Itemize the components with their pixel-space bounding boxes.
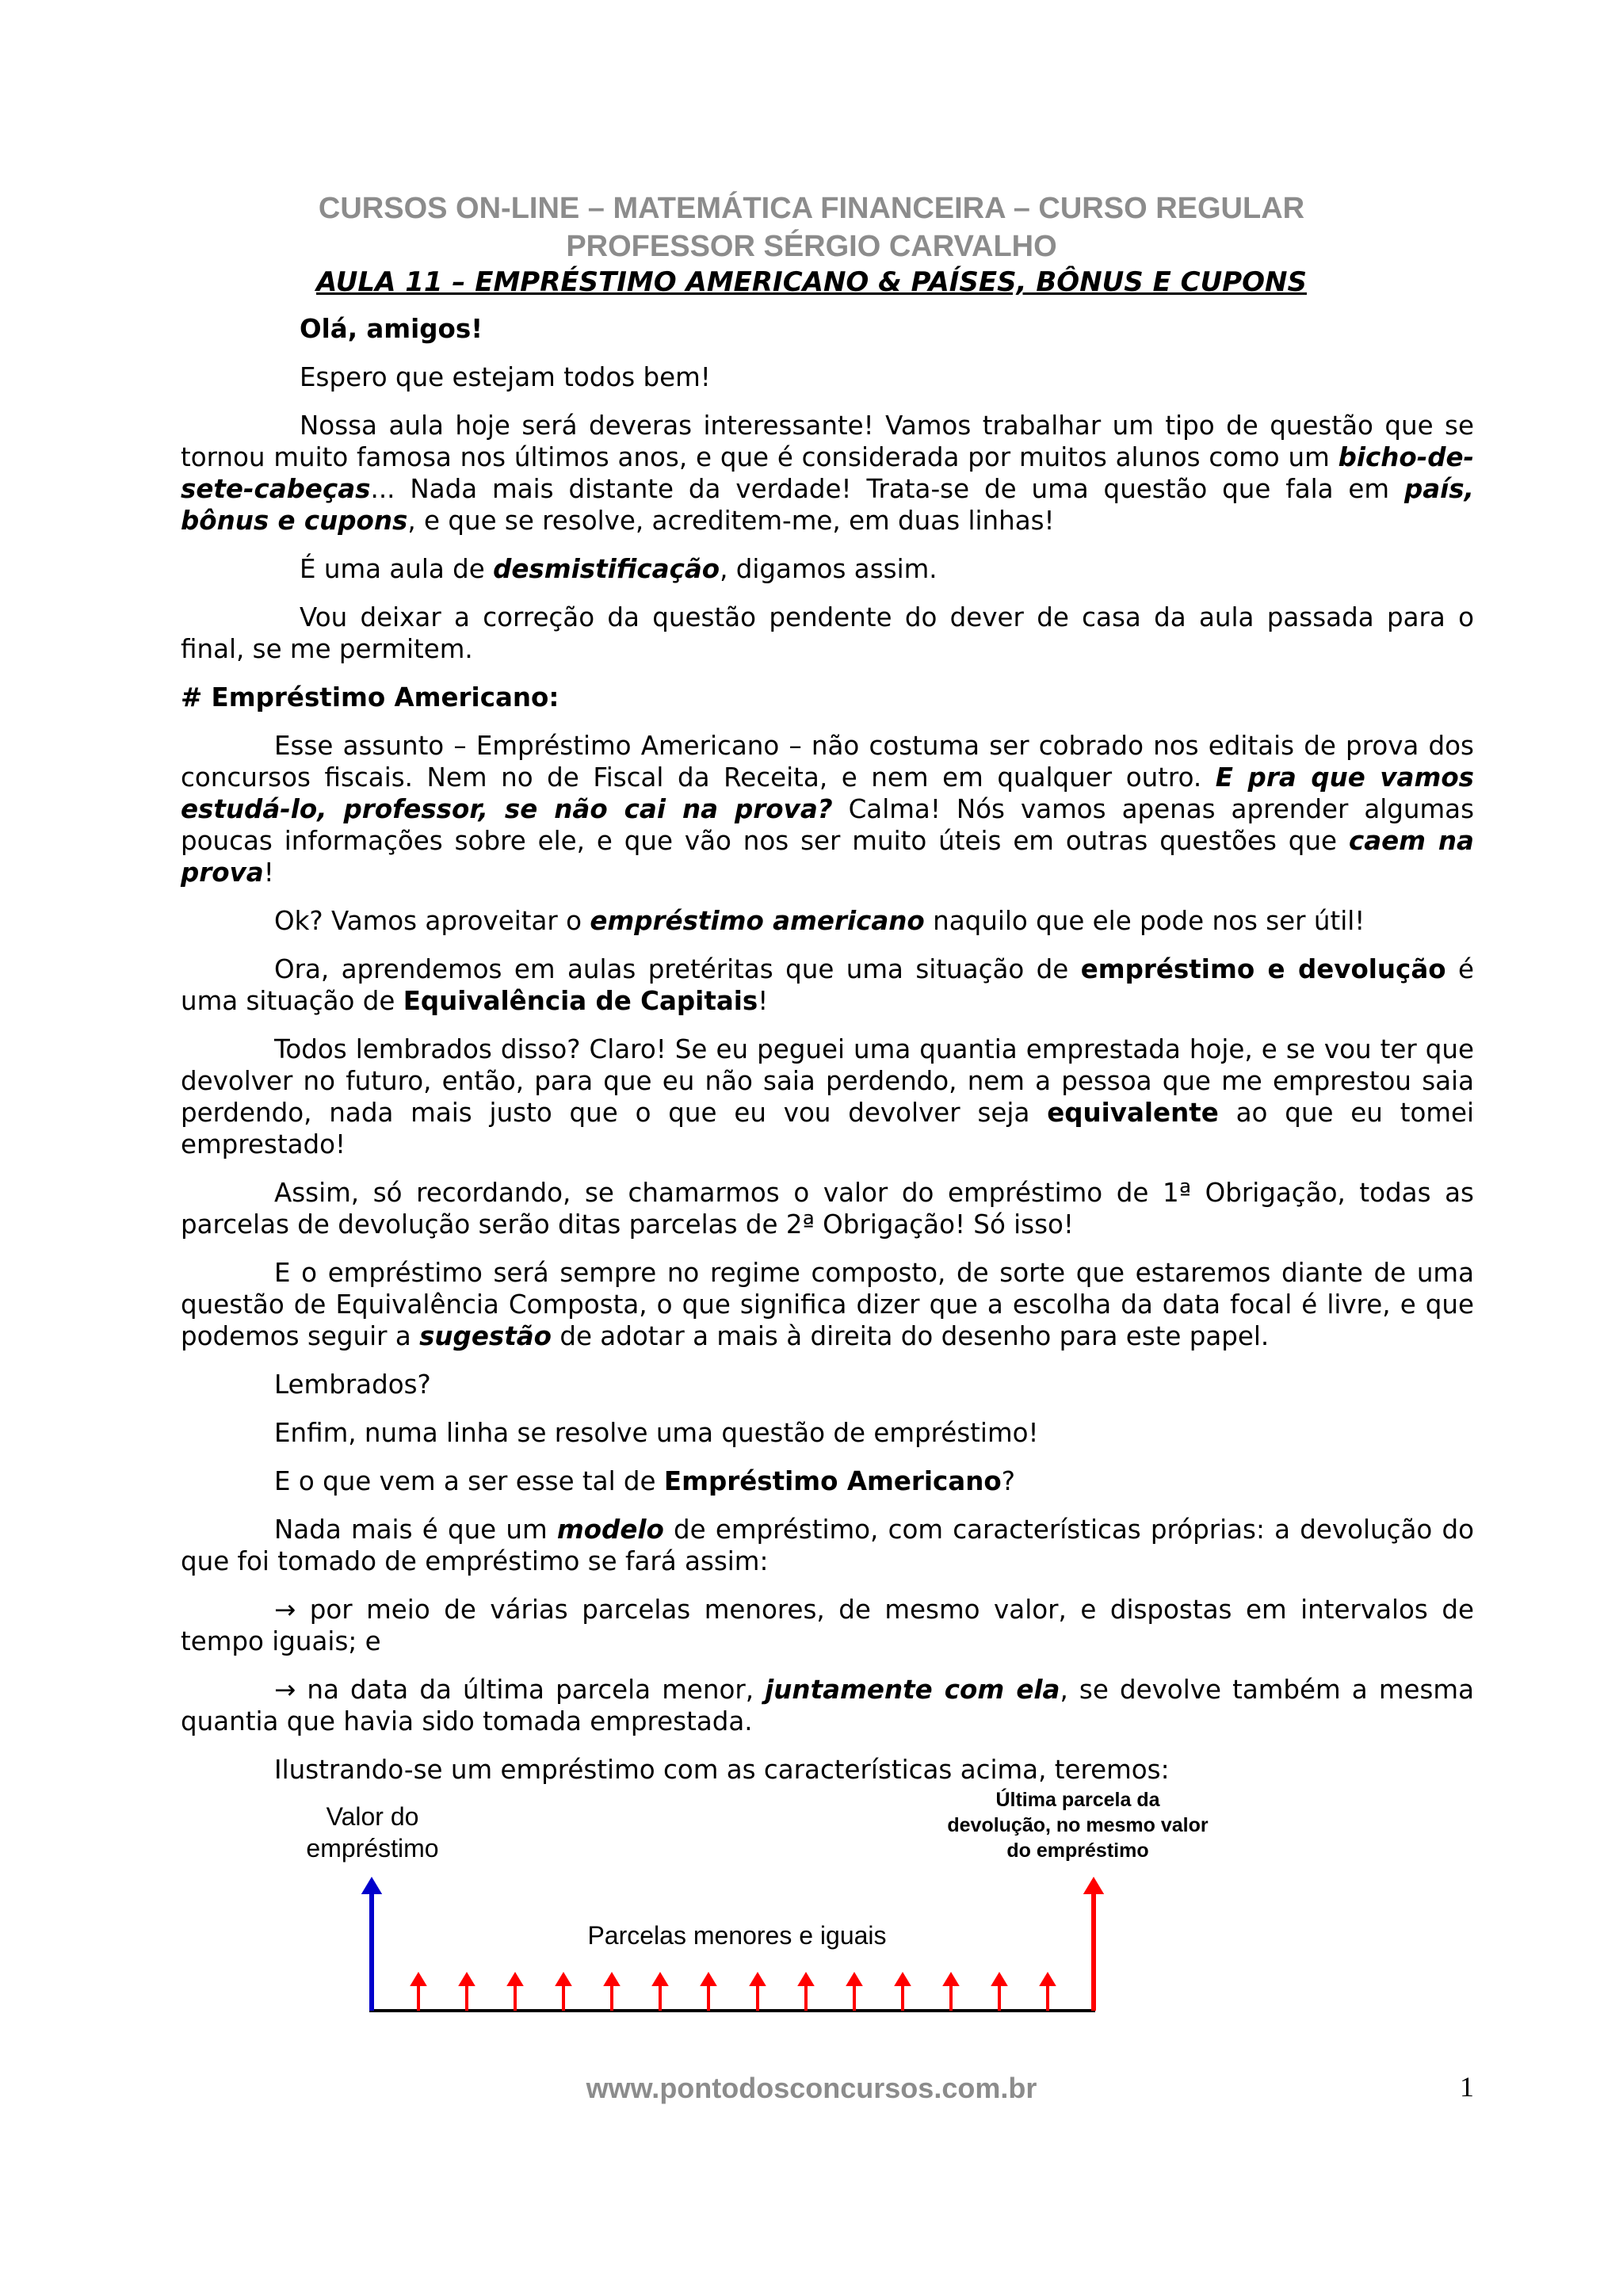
parcel-arrow	[651, 1972, 669, 2011]
parcel-arrow	[991, 1972, 1008, 2011]
header-professor-line: PROFESSOR SÉRGIO CARVALHO	[566, 230, 1057, 263]
parcels-label: Parcelas menores e iguais	[587, 1921, 887, 1950]
loan-value-label: Valor do empréstimo	[306, 1802, 439, 1862]
paragraph-hope: Espero que estejam todos bem!	[300, 362, 711, 392]
paragraph-equivalence: Ora, aprendemos em aulas pretéritas que uma situação de empréstimo e devolução é uma situação de Equivalência de Capitais!	[181, 954, 1474, 1016]
parcel-arrow	[749, 1972, 766, 2011]
paragraph-intro: Nossa aula hoje será deveras interessante! Vamos trabalhar um tipo de questão que se tornou muito famosa nos últimos anos, e que é considerada por muitos alunos como um bicho-de-sete-cabeças... Nada mais distante da verdade! Trata-se de uma questão que fala em país, bônus e cupons, e que se resolve, acreditem-me, em duas linhas!	[181, 411, 1474, 536]
section-heading: # Empréstimo Americano:	[181, 682, 559, 712]
header-course-line: CURSOS ON-LINE – MATEMÁTICA FINANCEIRA – CURSO REGULAR	[318, 192, 1305, 225]
document-body	[181, 313, 1474, 1802]
parcel-arrow	[846, 1972, 863, 2011]
parcel-arrow	[894, 1972, 911, 2011]
parcel-arrow	[506, 1972, 524, 2011]
paragraph-illustration: Ilustrando-se um empréstimo com as características acima, teremos:	[274, 1755, 1170, 1785]
final-parcel-arrow	[1083, 1877, 1104, 2011]
parcel-arrow	[603, 1972, 621, 2011]
parcel-arrow	[942, 1972, 960, 2011]
paragraph-lembrados: Lembrados?	[274, 1370, 431, 1400]
paragraph-model: Nada mais é que um modelo de empréstimo, com características próprias: a devolução do que foi tomado de empréstimo se fará assim:	[181, 1515, 1474, 1576]
paragraph-subject: Esse assunto – Empréstimo Americano – não costuma ser cobrado nos editais de prova dos concursos fiscais. Nem no de Fiscal da Receita, e nem em qualquer outro. E pra que vamos estudá-lo, professor, se não cai na prova? Calma! Nós vamos apenas aprender algumas poucas informações sobre ele, e que vão nos ser muito úteis em outras questões que caem na prova!	[181, 731, 1474, 888]
paragraph-obligations: Assim, só recordando, se chamarmos o valor do empréstimo de 1ª Obrigação, todas as parcelas de devolução serão ditas parcelas de 2ª Obrigação! Só isso!	[181, 1178, 1474, 1240]
parcel-arrow	[1039, 1972, 1056, 2011]
parcel-arrow	[700, 1972, 717, 2011]
greeting: Olá, amigos!	[300, 314, 483, 344]
parcel-arrow	[555, 1972, 572, 2011]
bullet-last-parcel: → na data da última parcela menor, juntamente com ela, se devolve também a mesma quantia que havia sido tomada emprestada.	[181, 1675, 1474, 1736]
paragraph-demystification: É uma aula de desmistificação, digamos assim.	[300, 554, 938, 584]
paragraph-composite: E o empréstimo será sempre no regime composto, de sorte que estaremos diante de uma questão de Equivalência Composta, o que significa dizer que a escolha da data focal é livre, e que podemos seguir a sugestão de adotar a mais à direita do desenho para este papel.	[181, 1258, 1474, 1351]
paragraph-remember: Todos lembrados disso? Claro! Se eu peguei uma quantia emprestada hoje, e se vou ter que devolver no futuro, então, para que eu não saia perdendo, nem a pessoa que me emprestou saia perdendo, nada mais justo que o que eu vou devolver seja equivalente ao que eu tomei emprestado!	[181, 1034, 1475, 1159]
header-lesson-title: AULA 11 – EMPRÉSTIMO AMERICANO & PAÍSES, BÔNUS E CUPONS	[316, 266, 1307, 298]
parcel-arrow	[410, 1972, 427, 2011]
footer-url: www.pontodosconcursos.com.br	[586, 2072, 1037, 2104]
paragraph-enfim: Enfim, numa linha se resolve uma questão de empréstimo!	[274, 1418, 1039, 1448]
bullet-small-parcels: → por meio de várias parcelas menores, de mesmo valor, e dispostas em intervalos de tempo iguais; e	[181, 1595, 1474, 1656]
parcel-arrow	[797, 1972, 815, 2011]
loan-arrow	[361, 1877, 382, 2011]
last-parcel-label: Última parcela da devolução, no mesmo valor do empréstimo	[947, 1789, 1209, 1862]
parcel-arrow	[458, 1972, 475, 2011]
paragraph-what-is: E o que vem a ser esse tal de Empréstimo Americano?	[274, 1466, 1015, 1496]
page-number: 1	[1460, 2071, 1474, 2103]
paragraph-ok: Ok? Vamos aproveitar o empréstimo americano naquilo que ele pode nos ser útil!	[274, 906, 1365, 936]
paragraph-correction: Vou deixar a correção da questão pendente do dever de casa da aula passada para o final, se me permitem.	[181, 602, 1474, 664]
